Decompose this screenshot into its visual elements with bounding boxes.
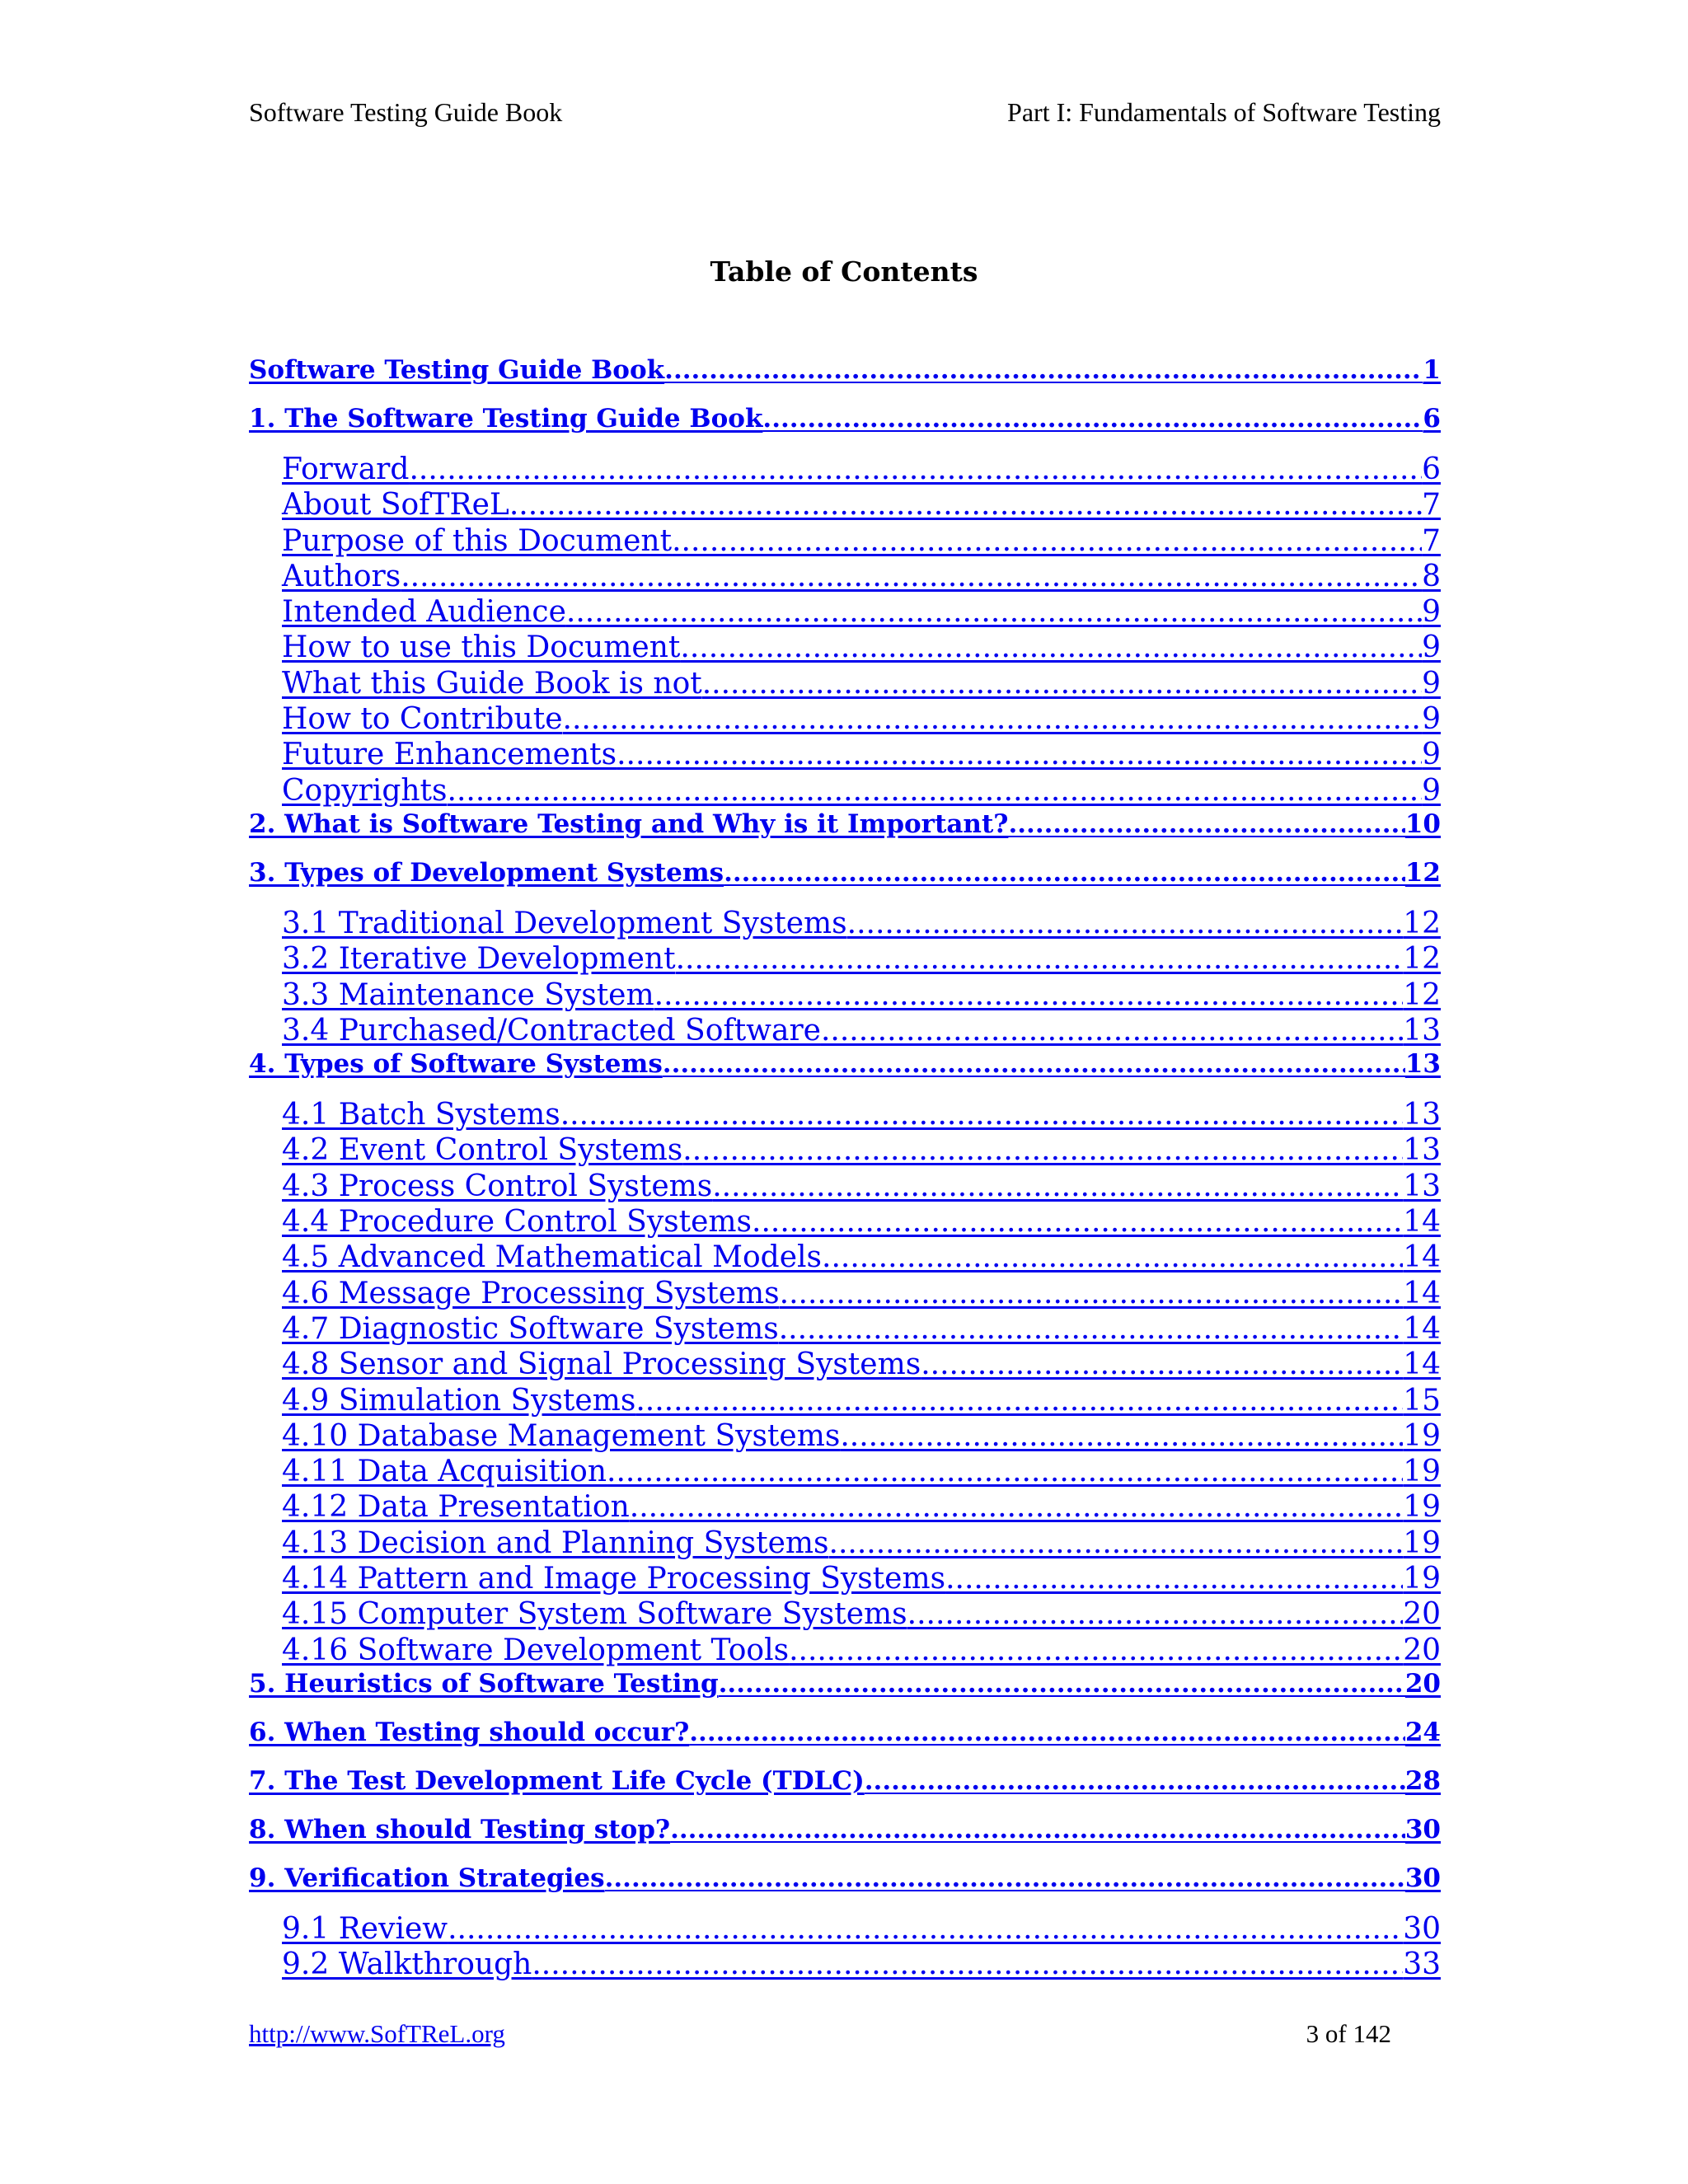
toc-section-link[interactable] [249, 1915, 1441, 1950]
toc-section-link[interactable] [249, 909, 1441, 944]
toc-dot-leader [762, 406, 1423, 432]
toc-dot-leader [617, 740, 1422, 770]
toc-entry-label: 3.1 Traditional Development Systems [282, 908, 847, 940]
toc-dot-leader [789, 1636, 1403, 1666]
toc-section-link[interactable] [249, 1136, 1441, 1171]
toc-entry-page-number: 19 [1403, 1457, 1441, 1489]
toc-section-link[interactable] [249, 1386, 1441, 1422]
toc-chapter-link[interactable] [249, 358, 1441, 387]
toc-entry-page-number: 20 [1404, 1671, 1441, 1699]
toc-section-link[interactable] [249, 1350, 1441, 1385]
toc-section-link[interactable] [249, 1207, 1441, 1243]
toc-entry-page-number: 12 [1403, 908, 1441, 940]
toc-entry-page-number: 15 [1403, 1385, 1441, 1418]
toc-entry-page-number: 14 [1403, 1350, 1441, 1382]
toc-entry-label: Software Testing Guide Book [249, 358, 665, 385]
toc-entry-label: 4.4 Procedure Control Systems [282, 1207, 753, 1240]
toc-entry-page-number: 13 [1403, 1136, 1441, 1168]
toc-entry-page-number: 19 [1403, 1528, 1441, 1560]
toc-dot-leader [702, 669, 1422, 699]
toc-section-link[interactable] [249, 1315, 1441, 1350]
toc-entry-label: Copyrights [282, 776, 448, 808]
toc-dot-leader [654, 981, 1404, 1010]
toc-dot-leader [560, 1100, 1403, 1130]
toc-dot-leader [752, 1207, 1403, 1237]
toc-dot-leader [1008, 812, 1404, 837]
toc-entry-label: 3. Types of Development Systems [249, 860, 724, 888]
toc-entry-label: 4.14 Pattern and Image Processing Systems [282, 1564, 946, 1596]
toc-entry-page-number: 19 [1403, 1564, 1441, 1596]
toc-entry-label: 6. When Testing should occur? [249, 1719, 690, 1747]
toc-section-link[interactable] [249, 562, 1441, 598]
toc-dot-leader [401, 562, 1422, 592]
toc-entry-page-number: 14 [1403, 1207, 1441, 1240]
toc-section-link[interactable] [249, 944, 1441, 980]
toc-entry-page-number: 7 [1422, 526, 1441, 558]
toc-entry-label: 4.2 Event Control Systems [282, 1136, 683, 1168]
toc-dot-leader [664, 358, 1423, 383]
toc-section-link[interactable] [249, 1279, 1441, 1315]
toc-entry-label: 4.10 Database Management Systems [282, 1421, 841, 1453]
toc-section-link[interactable] [249, 1172, 1441, 1207]
toc-entry-page-number: 24 [1404, 1719, 1441, 1747]
toc-entry-page-number: 13 [1404, 1052, 1441, 1080]
toc-dot-leader [865, 1769, 1405, 1794]
toc-entry-label: Purpose of this Document [282, 526, 673, 558]
header-part-title: Part I: Fundamentals of Software Testing [1007, 97, 1441, 127]
toc-entry-label: 2. What is Software Testing and Why is it Important? [249, 811, 1009, 839]
toc-entry-page-number: 30 [1404, 1816, 1441, 1844]
toc-entry-page-number: 20 [1403, 1635, 1441, 1667]
toc-section-link[interactable] [249, 776, 1441, 812]
toc-dot-leader [670, 1817, 1405, 1843]
toc-chapter-link[interactable] [249, 860, 1441, 890]
toc-entry-page-number: 19 [1403, 1493, 1441, 1525]
footer-page-number: 3 of 142 [1306, 2019, 1391, 2048]
toc-chapter-link[interactable] [249, 406, 1441, 436]
toc-section-link[interactable] [249, 705, 1441, 740]
toc-entry-label: 4.12 Data Presentation [282, 1493, 630, 1525]
toc-entry-page-number: 6 [1423, 406, 1441, 434]
toc-dot-leader [719, 1671, 1405, 1697]
toc-entry-label: 9.1 Review [282, 1914, 448, 1946]
toc-entry-label: 7. The Test Development Life Cycle (TDLC) [249, 1768, 865, 1796]
toc-dot-leader [712, 1172, 1403, 1202]
toc-section-link[interactable] [249, 1016, 1441, 1052]
page-title: Table of Contents [710, 255, 978, 288]
toc-section-link[interactable] [249, 633, 1441, 668]
toc-section-link[interactable] [249, 1100, 1441, 1136]
table-of-contents [249, 358, 1441, 1986]
toc-entry-label: Future Enhancements [282, 740, 617, 772]
toc-entry-label: 4.5 Advanced Mathematical Models [282, 1243, 822, 1275]
toc-chapter-link[interactable] [249, 1866, 1441, 1896]
toc-section-link[interactable] [249, 527, 1441, 562]
toc-entry-page-number: 33 [1403, 1950, 1441, 1982]
toc-entry-page-number: 9 [1422, 740, 1441, 772]
toc-dot-leader [689, 1720, 1405, 1746]
toc-dot-leader [605, 1866, 1405, 1891]
toc-entry-page-number: 14 [1403, 1243, 1441, 1275]
toc-entry-label: About SofTReL [282, 490, 509, 523]
toc-entry-label: 4.13 Decision and Planning Systems [282, 1528, 829, 1560]
toc-entry-label: 3.3 Maintenance System [282, 980, 654, 1012]
toc-section-link[interactable] [249, 981, 1441, 1016]
toc-dot-leader [532, 1950, 1403, 1980]
toc-entry-page-number: 13 [1403, 1015, 1441, 1047]
toc-entry-label: Intended Audience [282, 598, 566, 630]
toc-dot-leader [907, 1600, 1404, 1629]
toc-section-link[interactable] [249, 1636, 1441, 1671]
toc-entry-page-number: 30 [1404, 1865, 1441, 1893]
toc-entry-page-number: 9 [1422, 633, 1441, 665]
toc-dot-leader [566, 598, 1422, 627]
toc-entry-page-number: 9 [1422, 776, 1441, 808]
toc-entry-label: How to Contribute [282, 705, 563, 737]
toc-entry-page-number: 20 [1403, 1600, 1441, 1632]
toc-dot-leader [945, 1564, 1403, 1594]
toc-entry-page-number: 1 [1423, 358, 1441, 385]
toc-dot-leader [724, 860, 1405, 886]
toc-entry-label: 4.6 Message Processing Systems [282, 1278, 780, 1310]
toc-section-link[interactable] [249, 1422, 1441, 1457]
toc-entry-page-number: 14 [1403, 1314, 1441, 1346]
toc-entry-label: 4.7 Diagnostic Software Systems [282, 1314, 779, 1346]
toc-dot-leader [409, 455, 1422, 485]
toc-entry-label: How to use this Document [282, 633, 681, 665]
toc-entry-label: 8. When should Testing stop? [249, 1816, 671, 1844]
toc-dot-leader [921, 1350, 1403, 1380]
toc-dot-leader [509, 490, 1422, 520]
toc-chapter-link[interactable] [249, 812, 1441, 841]
toc-entry-page-number: 12 [1403, 980, 1441, 1012]
toc-dot-leader [682, 1136, 1403, 1165]
toc-dot-leader [680, 633, 1422, 663]
toc-dot-leader [676, 944, 1404, 974]
toc-entry-label: Forward [282, 455, 410, 486]
toc-dot-leader [822, 1243, 1403, 1272]
toc-chapter-link[interactable] [249, 1769, 1441, 1798]
toc-entry-label: 4.15 Computer System Software Systems [282, 1600, 907, 1632]
toc-entry-label: Authors [282, 561, 401, 593]
toc-section-link[interactable] [249, 1457, 1441, 1493]
toc-entry-label: 9. Verification Strategies [249, 1865, 605, 1893]
toc-dot-leader [630, 1493, 1403, 1522]
toc-entry-page-number: 10 [1404, 811, 1441, 839]
toc-section-link[interactable] [249, 740, 1441, 776]
toc-chapter-link[interactable] [249, 1720, 1441, 1750]
toc-entry-label: 4.8 Sensor and Signal Processing Systems [282, 1350, 921, 1382]
toc-dot-leader [672, 527, 1422, 556]
toc-entry-label: 5. Heuristics of Software Testing [249, 1671, 719, 1699]
toc-dot-leader [779, 1315, 1403, 1344]
toc-entry-page-number: 9 [1422, 598, 1441, 630]
running-header [249, 97, 1441, 128]
page-footer [249, 2019, 1391, 2049]
toc-entry-page-number: 12 [1404, 860, 1441, 888]
toc-entry-label: 4.3 Process Control Systems [282, 1171, 713, 1203]
toc-entry-page-number: 8 [1422, 561, 1441, 593]
toc-section-link[interactable] [249, 1493, 1441, 1528]
toc-section-link[interactable] [249, 598, 1441, 633]
toc-dot-leader [780, 1279, 1404, 1309]
toc-dot-leader [821, 1016, 1403, 1046]
toc-dot-leader [448, 1915, 1403, 1944]
toc-entry-page-number: 9 [1422, 668, 1441, 701]
toc-section-link[interactable] [249, 490, 1441, 526]
toc-section-link[interactable] [249, 455, 1441, 490]
toc-chapter-link[interactable] [249, 1817, 1441, 1847]
toc-entry-page-number: 28 [1404, 1768, 1441, 1796]
toc-section-link[interactable] [249, 1950, 1441, 1985]
toc-entry-page-number: 14 [1403, 1278, 1441, 1310]
toc-chapter-link[interactable] [249, 1052, 1441, 1081]
toc-entry-label: 3.2 Iterative Development [282, 944, 676, 977]
toc-entry-label: 4.16 Software Development Tools [282, 1635, 790, 1667]
toc-entry-label: 4.11 Data Acquisition [282, 1457, 607, 1489]
footer-website-link[interactable]: http://www.SofTReL.org [249, 2019, 505, 2048]
toc-entry-page-number: 12 [1403, 944, 1441, 977]
toc-dot-leader [607, 1457, 1403, 1487]
toc-entry-page-number: 6 [1422, 455, 1441, 486]
toc-entry-label: 1. The Software Testing Guide Book [249, 406, 763, 434]
toc-section-link[interactable] [249, 1243, 1441, 1278]
toc-entry-label: 3.4 Purchased/Contracted Software [282, 1015, 821, 1047]
toc-section-link[interactable] [249, 669, 1441, 705]
toc-entry-label: What this Guide Book is not [282, 668, 702, 701]
toc-dot-leader [829, 1529, 1404, 1558]
header-book-title: Software Testing Guide Book [249, 97, 563, 127]
toc-entry-label: 9.2 Walkthrough [282, 1950, 532, 1982]
toc-dot-leader [663, 1052, 1405, 1077]
toc-section-link[interactable] [249, 1600, 1441, 1635]
toc-entry-page-number: 19 [1403, 1421, 1441, 1453]
toc-dot-leader [448, 776, 1423, 806]
toc-dot-leader [840, 1422, 1403, 1451]
toc-entry-label: 4.1 Batch Systems [282, 1100, 560, 1132]
toc-dot-leader [635, 1386, 1403, 1416]
toc-entry-page-number: 13 [1403, 1171, 1441, 1203]
toc-entry-label: 4. Types of Software Systems [249, 1052, 663, 1080]
toc-entry-page-number: 30 [1403, 1914, 1441, 1946]
toc-dot-leader [563, 705, 1423, 734]
toc-entry-page-number: 7 [1422, 490, 1441, 523]
toc-entry-label: 4.9 Simulation Systems [282, 1385, 636, 1418]
toc-entry-page-number: 13 [1403, 1100, 1441, 1132]
toc-entry-page-number: 9 [1422, 705, 1441, 737]
toc-dot-leader [847, 909, 1404, 939]
toc-section-link[interactable] [249, 1529, 1441, 1564]
toc-chapter-link[interactable] [249, 1671, 1441, 1701]
toc-section-link[interactable] [249, 1564, 1441, 1600]
